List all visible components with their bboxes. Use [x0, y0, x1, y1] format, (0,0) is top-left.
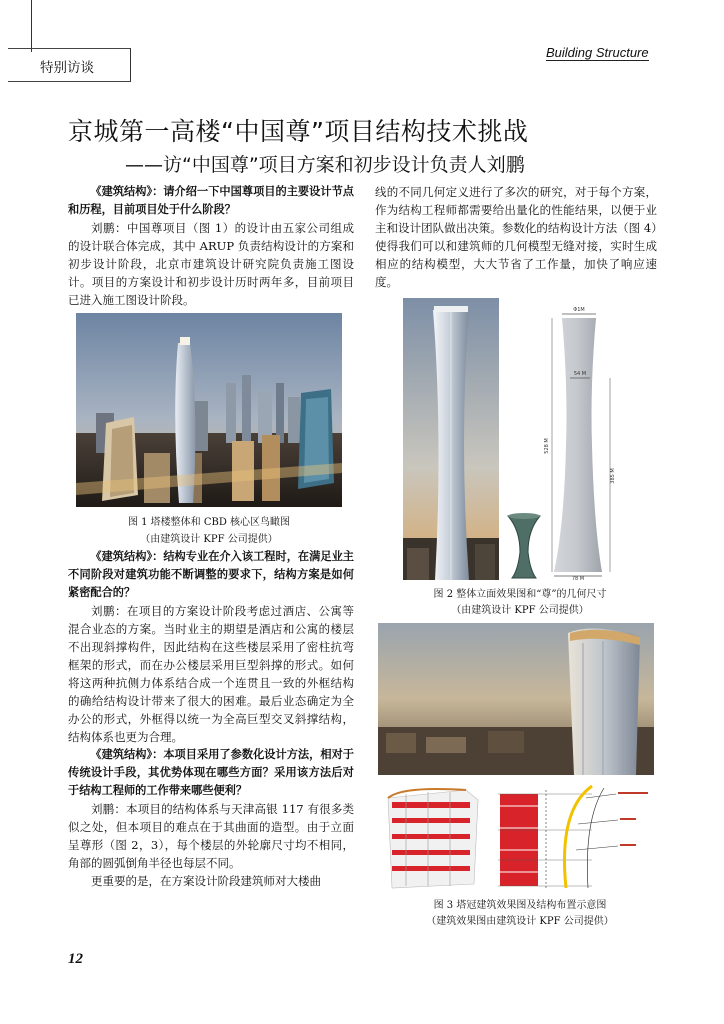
journal-name: Building Structure	[546, 45, 649, 60]
answer-3a: 刘鹏：本项目的结构体系与天津高银 117 有很多类似之处，但本项目的难点在于其曲面的造型。由于立面呈尊形（图 2，3），每个楼层的外轮廓尺寸均不相同，角部的圆弧倒角半径也每层不同。	[68, 802, 354, 870]
section-tag	[8, 48, 131, 82]
crown-frame-elevation	[498, 786, 648, 888]
left-column-bottom	[68, 548, 354, 890]
figure-2-rendering	[403, 298, 499, 580]
right-column-top	[375, 183, 657, 291]
tower-crown-rendering	[378, 623, 654, 775]
answer-2: 刘鹏：在项目的方案设计阶段考虑过酒店、公寓等混合业态的方案。当时业主的期望是酒店和公寓的楼层不出现斜撑构件，因此结构在这些楼层采用了密柱抗弯框架的形式，而在办公楼层采用巨型斜撑的形式。如何将这两种抗侧力体系结合成一个连贯且一致的外框结构的确给结构设计带来了很大的困难。最后业态确定为全办公的形式，外框得以统一为全高巨型交叉斜撑结构，结构体系也更为合理。	[68, 604, 354, 744]
zun-vessel-icon	[506, 512, 542, 580]
dim-bottom-width: 78 M	[571, 576, 585, 580]
question-3: 《建筑结构》：本项目采用了参数化设计方法，相对于传统设计手段，其优势体现在哪些方面？采用该方法后对于结构工程师的工作带来哪些便利？	[68, 748, 354, 797]
zun-vessel-image	[506, 512, 542, 580]
dim-waist-width: 54 M	[573, 371, 587, 377]
cbd-aerial-photo	[76, 313, 342, 507]
figure-1-caption: 图 1 塔楼整体和 CBD 核心区鸟瞰图	[127, 517, 291, 528]
tower-geometry-diagram	[540, 306, 658, 580]
tower-elevation-rendering	[403, 298, 499, 580]
figure-3-crown-rendering	[378, 623, 654, 775]
page-number: 12	[68, 951, 83, 967]
figure-1-credit: （由建筑设计 KPF 公司提供）	[140, 534, 278, 545]
dim-shaft-height: 385 M	[610, 468, 616, 484]
question-1: 《建筑结构》：请介绍一下中国尊项目的主要设计节点和历程，目前项目处于什么阶段？	[68, 185, 354, 216]
figure-2-caption: 图 2 整体立面效果图和“尊”的几何尺寸	[433, 589, 607, 600]
question-2: 《建筑结构》：结构专业在介入该工程时，在满足业主不同阶段对建筑功能不断调整的要求下，结构方案是如何紧密配合的？	[68, 550, 354, 599]
figure-2-credit: （由建筑设计 KPF 公司提供）	[451, 605, 589, 616]
dim-top-width: Φ1M	[573, 307, 585, 313]
crown-3d-model	[388, 789, 478, 888]
article-subtitle: ——访“中国尊”项目方案和初步设计负责人刘鹏	[125, 154, 525, 176]
answer-1: 刘鹏：中国尊项目（图 1）的设计由五家公司组成的设计联合体完成，其中 ARUP 负责结构设计的方案和初步设计阶段，北京市建筑设计研究院负责施工图设计。项目的方案设计和初步设计历时两年多，目前项目已进入施工图设计阶段。	[68, 221, 354, 307]
header-rule-vertical	[31, 0, 32, 52]
crown-structure-layout	[382, 780, 654, 892]
dim-total-height: 528 M	[544, 438, 550, 454]
figure-3-credit: （建筑效果图由建筑设计 KPF 公司提供）	[426, 916, 614, 927]
figure-1-photo	[76, 313, 342, 507]
figure-2-dimension-diagram	[540, 306, 658, 580]
figure-3-structure-diagram	[382, 780, 654, 892]
answer-3b: 更重要的是，在方案设计阶段建筑师对大楼曲	[91, 874, 321, 888]
answer-3-continued: 线的不同几何定义进行了多次的研究，对于每个方案，作为结构工程师都需要给出量化的性能结果，以便于业主和设计团队做出决策。参数化的结构设计方法（图 4）使得我们可以和建筑师的几何模型无缝对接，实时生成相应的结构模型，大大节省了工作量，加快了响应速度。	[375, 185, 657, 289]
left-column-top	[68, 183, 354, 309]
article-title: 京城第一高楼“中国尊”项目结构技术挑战	[68, 117, 529, 146]
journal-underline	[546, 60, 649, 61]
figure-3-caption: 图 3 塔冠建筑效果图及结构布置示意图	[433, 900, 607, 911]
section-tag-label: 特别访谈	[40, 60, 94, 76]
